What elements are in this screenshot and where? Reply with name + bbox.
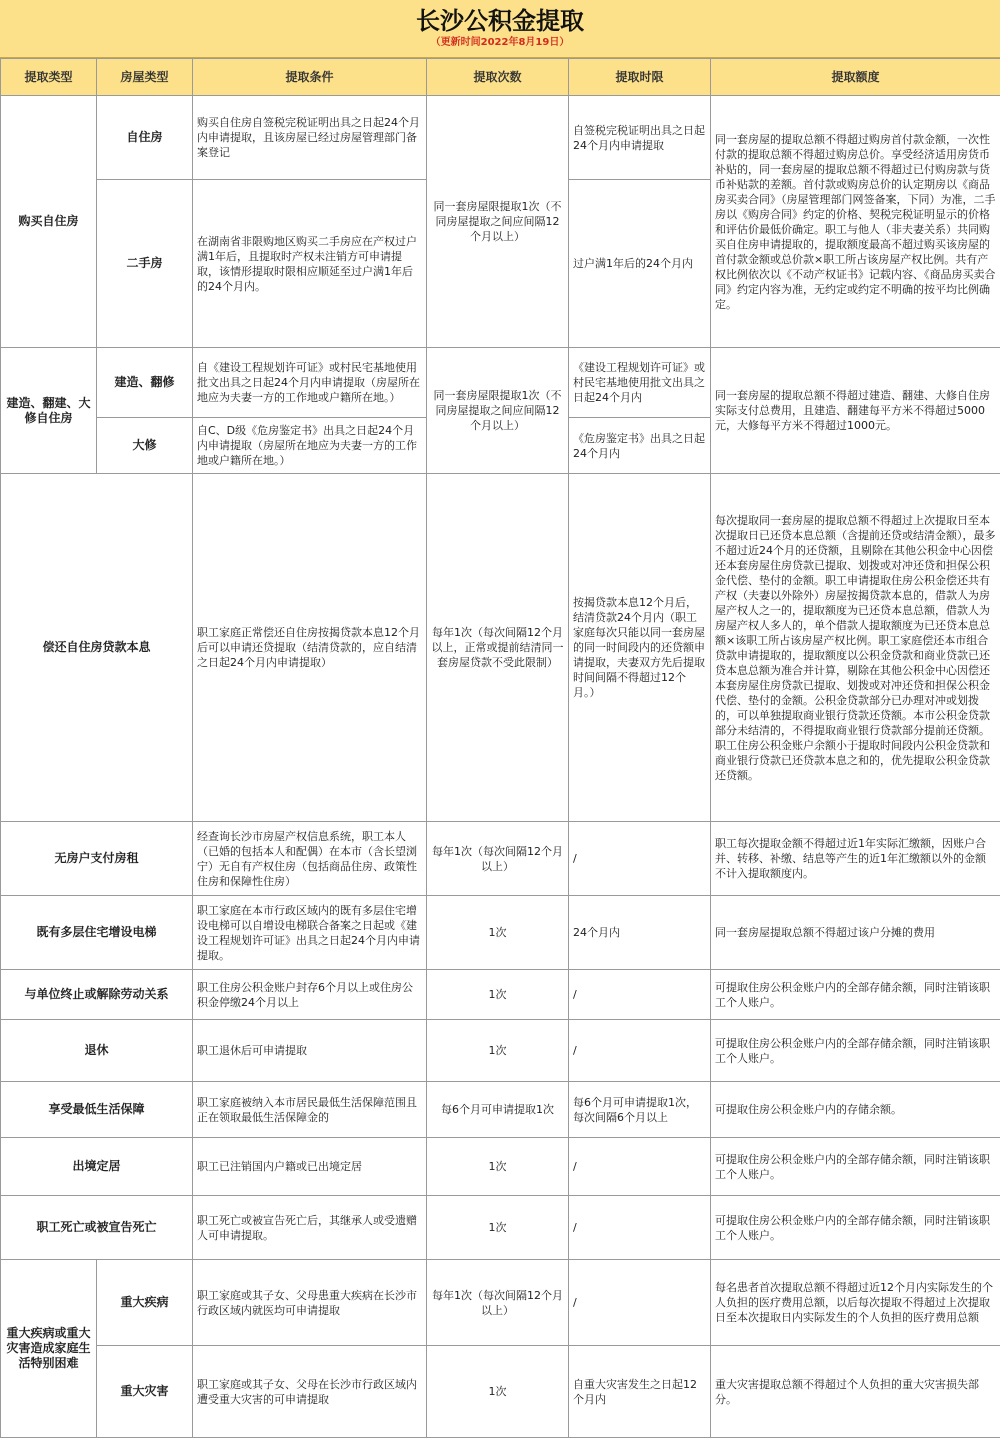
amount-cell: 每名患者首次提取总额不得超过近12个月内实际发生的个人负担的医疗费用总额，以后每次提取不得超过上次提取日至本次提取日内实际发生的个人负担的医疗费用总额 [711,1260,1000,1346]
time-limit-cell: 过户满1年后的24个月内 [569,180,711,348]
time-limit-cell: / [569,1260,711,1346]
house-type: 重大灾害 [97,1346,193,1438]
table-header-row [1,59,1000,96]
table-row [1,1346,1000,1438]
amount-cell: 可提取住房公积金账户内的全部存储余额，同时注销该职工个人账户。 [711,1020,1000,1082]
amount-cell: 同一套房屋提取总额不得超过该户分摊的费用 [711,896,1000,970]
page-title: 长沙公积金提取 [416,6,584,35]
table-row [1,970,1000,1020]
table-row [1,474,1000,822]
condition-cell: 自《建设工程规划许可证》或村民宅基地使用批文出具之日起24个月内申请提取（房屋所在地应为夫妻一方的工作地或户籍所在地。） [193,348,427,418]
time-limit-cell: 《危房鉴定书》出具之日起24个月内 [569,418,711,474]
amount-cell: 可提取住房公积金账户内的存储余额。 [711,1082,1000,1138]
table-row [1,822,1000,896]
table-row [1,348,1000,418]
withdrawal-table [0,58,1000,1438]
table-row [1,96,1000,180]
condition-cell: 在湖南省非限购地区购买二手房应在产权过户满1年后，且提取时产权未注销方可申请提取，该情形提取时限相应顺延至过户满1年后的24个月内。 [193,180,427,348]
count-cell: 1次 [427,970,569,1020]
amount-cell: 重大灾害提取总额不得超过个人负担的重大灾害损失部分。 [711,1346,1000,1438]
amount-cell: 可提取住房公积金账户内的全部存储余额，同时注销该职工个人账户。 [711,970,1000,1020]
amount-cell: 可提取住房公积金账户内的全部存储余额，同时注销该职工个人账户。 [711,1196,1000,1260]
condition-cell: 职工住房公积金账户封存6个月以上或住房公积金停缴24个月以上 [193,970,427,1020]
count-cell: 每年1次（每次间隔12个月以上，正常或提前结清同一套房屋贷款不受此限制） [427,474,569,822]
condition-cell: 自C、D级《危房鉴定书》出具之日起24个月内申请提取（房屋所在地应为夫妻一方的工作地或户籍所在地。） [193,418,427,474]
time-limit-cell: / [569,1020,711,1082]
house-type: 重大疾病 [97,1260,193,1346]
time-limit-cell: 《建设工程规划许可证》或村民宅基地使用批文出具之日起24个月内 [569,348,711,418]
time-limit-cell: 按揭贷款本息12个月后，结清贷款24个月内（职工家庭每次只能以同一套房屋的同一时间段内的还贷额申请提取，夫妻双方先后提取时间间隔不得超过12个月。） [569,474,711,822]
count-cell: 1次 [427,1196,569,1260]
withdrawal-type: 退休 [1,1020,193,1082]
time-limit-cell: 自签税完税证明出具之日起24个月内申请提取 [569,96,711,180]
amount-cell: 可提取住房公积金账户内的全部存储余额，同时注销该职工个人账户。 [711,1138,1000,1196]
count-cell: 1次 [427,896,569,970]
table-row [1,1020,1000,1082]
time-limit-cell: 自重大灾害发生之日起12个月内 [569,1346,711,1438]
time-limit-cell: 每6个月可申请提取1次，每次间隔6个月以上 [569,1082,711,1138]
time-limit-cell: / [569,822,711,896]
amount-cell: 职工每次提取金额不得超过近1年实际汇缴额，因账户合并、转移、补缴、结息等产生的近1年汇缴额以外的金额不计入提取额度内。 [711,822,1000,896]
count-cell: 1次 [427,1346,569,1438]
amount-cell: 同一套房屋的提取总额不得超过购房首付款金额，一次性付款的提取总额不得超过购房总价。享受经济适用房货币补贴的，同一套房屋的提取总额不得超过已付购房款与货币补贴款的差额。首付款或购房总价的认定期房以《商品房买卖合同》（房屋管理部门网签备案，下同）为准，二手房以《购房合同》约定的价格、契税完税证明显示的价格和评估价最低价确定。职工与他人（非夫妻关系）共同购买自住房申请提取的，提取额度最高不超过购买该房屋的首付款金额或总价款×职工所占该房屋产权比例。共有产权比例依次以《不动产权证书》记载内容、《商品房买卖合同》约定内容为准，无约定或约定不明确的按平均比例确定。 [711,96,1000,348]
table-row [1,1196,1000,1260]
table-row [1,1260,1000,1346]
update-time: （更新时间2022年8月19日） [430,37,570,48]
condition-cell: 经查询长沙市房屋产权信息系统，职工本人（已婚的包括本人和配偶）在本市（含长望浏宁）无自有产权住房（包括商品住房、政策性住房和保障性住房） [193,822,427,896]
condition-cell: 购买自住房自签税完税证明出具之日起24个月内申请提取，且该房屋已经过房屋管理部门备案登记 [193,96,427,180]
column-header: 房屋类型 [97,59,193,96]
time-limit-cell: / [569,970,711,1020]
column-header: 提取类型 [1,59,97,96]
amount-cell: 同一套房屋的提取总额不得超过建造、翻建、大修自住房实际支付总费用，且建造、翻建每平方米不得超过5000元，大修每平方米不得超过1000元。 [711,348,1000,474]
condition-cell: 职工已注销国内户籍或已出境定居 [193,1138,427,1196]
withdrawal-type: 重大疾病或重大灾害造成家庭生活特别困难 [1,1260,97,1438]
condition-cell: 职工家庭在本市行政区域内的既有多层住宅增设电梯可以自增设电梯联合备案之日起或《建设工程规划许可证》出具之日起24个月内申请提取。 [193,896,427,970]
house-type: 二手房 [97,180,193,348]
withdrawal-type: 出境定居 [1,1138,193,1196]
withdrawal-type: 与单位终止或解除劳动关系 [1,970,193,1020]
house-type: 大修 [97,418,193,474]
count-cell: 每年1次（每次间隔12个月以上） [427,822,569,896]
condition-cell: 职工家庭或其子女、父母患重大疾病在长沙市行政区域内就医均可申请提取 [193,1260,427,1346]
table-row [1,1082,1000,1138]
house-type: 自住房 [97,96,193,180]
count-cell: 1次 [427,1138,569,1196]
condition-cell: 职工家庭正常偿还自住房按揭贷款本息12个月后可以申请还贷提取（结清贷款的，应自结清之日起24个月内申请提取） [193,474,427,822]
condition-cell: 职工家庭被纳入本市居民最低生活保障范围且正在领取最低生活保障金的 [193,1082,427,1138]
count-cell: 每6个月可申请提取1次 [427,1082,569,1138]
count-cell: 同一套房屋限提取1次（不同房屋提取之间应间隔12个月以上） [427,96,569,348]
house-type: 建造、翻修 [97,348,193,418]
withdrawal-type: 既有多层住宅增设电梯 [1,896,193,970]
time-limit-cell: / [569,1138,711,1196]
table-row [1,896,1000,970]
time-limit-cell: / [569,1196,711,1260]
time-limit-cell: 24个月内 [569,896,711,970]
count-cell: 每年1次（每次间隔12个月以上） [427,1260,569,1346]
withdrawal-type: 偿还自住房贷款本息 [1,474,193,822]
withdrawal-type: 购买自住房 [1,96,97,348]
withdrawal-type: 职工死亡或被宣告死亡 [1,1196,193,1260]
withdrawal-type: 享受最低生活保障 [1,1082,193,1138]
count-cell: 同一套房屋限提取1次（不同房屋提取之间应间隔12个月以上） [427,348,569,474]
count-cell: 1次 [427,1020,569,1082]
withdrawal-type: 建造、翻建、大修自住房 [1,348,97,474]
table-row [1,1138,1000,1196]
column-header: 提取次数 [427,59,569,96]
column-header: 提取时限 [569,59,711,96]
page-header [0,0,1000,58]
condition-cell: 职工家庭或其子女、父母在长沙市行政区域内遭受重大灾害的可申请提取 [193,1346,427,1438]
condition-cell: 职工死亡或被宣告死亡后，其继承人或受遗赠人可申请提取。 [193,1196,427,1260]
column-header: 提取额度 [711,59,1000,96]
column-header: 提取条件 [193,59,427,96]
withdrawal-type: 无房户支付房租 [1,822,193,896]
amount-cell: 每次提取同一套房屋的提取总额不得超过上次提取日至本次提取日已还贷本息总额（含提前还贷或结清金额），最多不超过近24个月的还贷额，且剔除在其他公积金中心因偿还本套房屋住房贷款已提取、划拨或对冲还贷和担保公积金代偿、垫付的金额。职工申请提取住房公积金偿还共有产权（夫妻以外除外）房屋按揭贷款本息的，借款人为房屋产权人之一的，提取额度为已还贷本息总额，借款人为房屋产权人多人的，单个借款人提取额度为已还贷本息总额×该职工所占该房屋产权比例。职工家庭偿还本市组合贷款申请提取的，提取额度以公积金贷款和商业贷款已还贷本息总额为准合并计算，剔除在其他公积金中心因偿还本套房屋住房贷款已提取、划拨或对冲还贷和担保公积金代偿、垫付的金额。公积金贷款部分已办理对冲或划拨的，可以单独提取商业银行贷款还贷额。本市公积金贷款部分未结清的，不得提取商业银行贷款部分提前还贷额。职工住房公积金账户余额小于提取时间段内公积金贷款和商业银行贷款已还贷款本息之和的，优先提取公积金贷款还贷额。 [711,474,1000,822]
condition-cell: 职工退休后可申请提取 [193,1020,427,1082]
